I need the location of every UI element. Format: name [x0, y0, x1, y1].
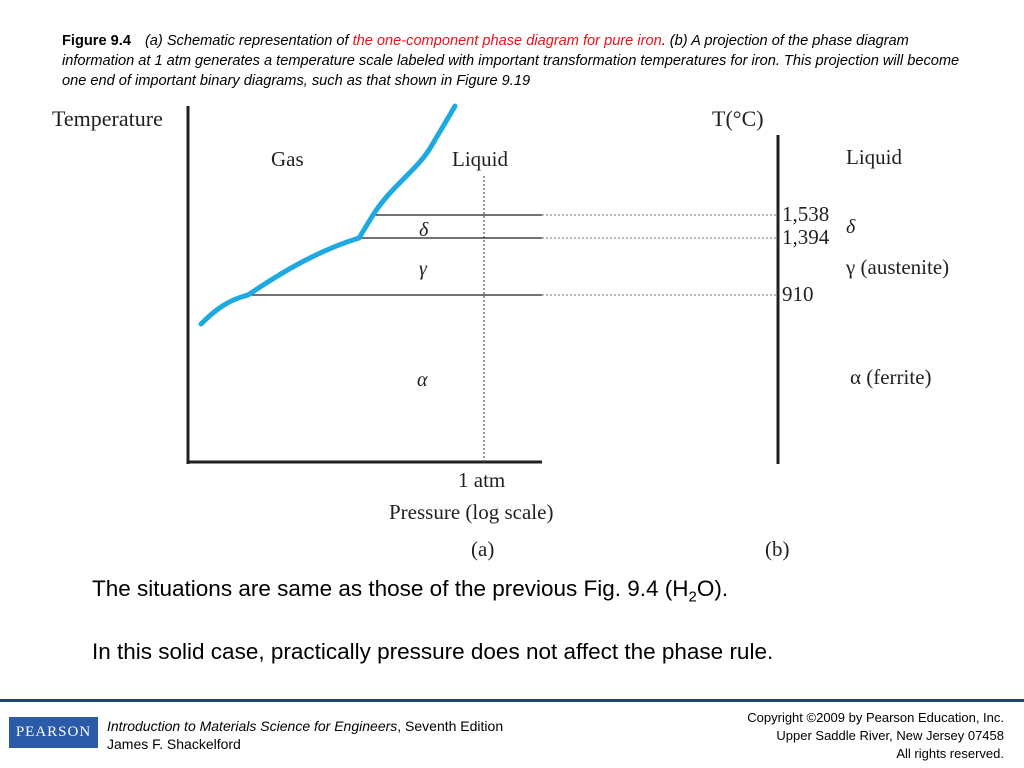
line1-text: The situations are same as those of the previous Fig. 9.4 (H [92, 576, 689, 601]
line1-end: O). [696, 576, 729, 601]
book-citation [107, 717, 503, 753]
book-edition: , Seventh Edition [397, 718, 504, 734]
panel-a-label: (a) [471, 537, 495, 561]
alpha-region-label: α [417, 369, 428, 391]
rights-line: All rights reserved. [896, 746, 1004, 761]
gamma-austenite-label: γ (austenite) [846, 255, 950, 279]
temperature-axis-label: Temperature [52, 106, 163, 131]
temp-910-label: 910 [782, 282, 814, 306]
caption-part-1: (a) Schematic representation of [144, 33, 353, 49]
temp-1538-label: 1,538 [782, 202, 830, 226]
temp-1394-label: 1,394 [782, 225, 830, 249]
caption-highlight: the one-component phase diagram for pure iron [352, 33, 662, 49]
pearson-logo: PEARSON [9, 717, 98, 748]
delta-phase-label: δ [846, 216, 856, 238]
pressure-axis-label: Pressure (log scale) [389, 500, 554, 524]
t-celsius-axis-label: T(°C) [712, 106, 764, 131]
publisher-address: Upper Saddle River, New Jersey 07458 [776, 728, 1004, 743]
gamma-region-label: γ [419, 258, 427, 280]
body-text-line-2: In this solid case, practically pressure does not affect the phase rule. [92, 639, 774, 664]
book-title: Introduction to Materials Science for Engineers [107, 718, 398, 734]
body-text-line-1 [92, 576, 728, 606]
liquid-phase-label: Liquid [846, 145, 902, 169]
delta-region-label: δ [419, 219, 429, 241]
copyright-block [747, 709, 1004, 763]
panel-b-label: (b) [765, 537, 790, 561]
gas-region-label: Gas [271, 147, 304, 171]
figure-label: Figure 9.4 [62, 33, 131, 49]
copyright-line: Copyright ©2009 by Pearson Education, Inc. [747, 710, 1004, 725]
alpha-ferrite-label: α (ferrite) [850, 365, 932, 389]
liquid-region-label: Liquid [452, 147, 508, 171]
footer-divider [0, 699, 1024, 702]
h2o-subscript: 2 [688, 588, 697, 606]
caption-part-2: . (b) A projection of the phase diagram information at 1 atm generates a temperature scale labeled with important transformation temperatures for iron. This projection will become one end of important binary diagrams, such as that shown in Figure 9.19 [62, 33, 960, 89]
book-author: James F. Shackelford [107, 736, 241, 752]
one-atm-label: 1 atm [458, 468, 506, 492]
